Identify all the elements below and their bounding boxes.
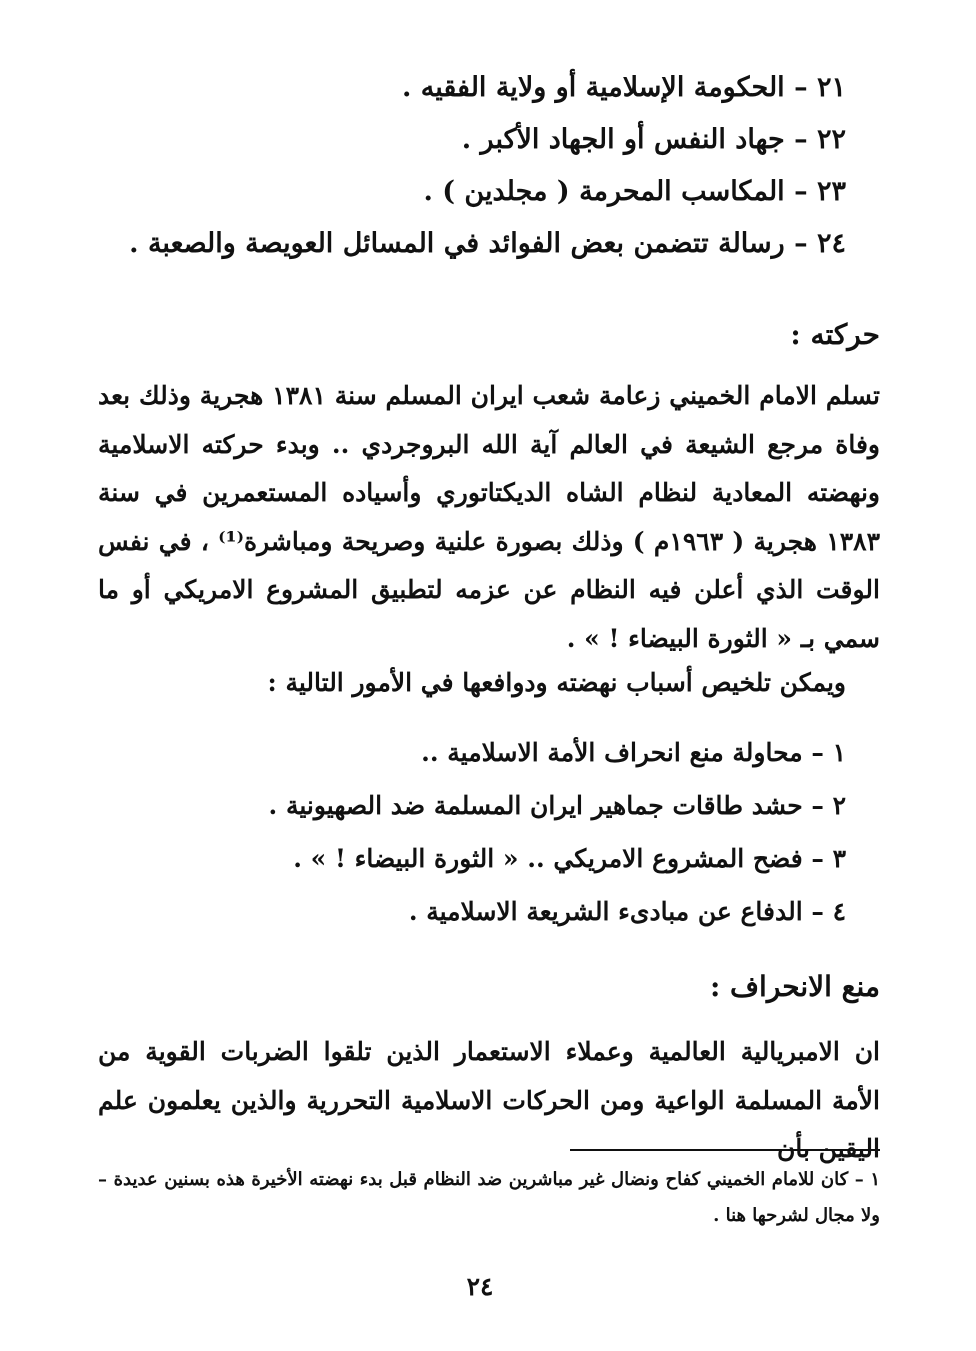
footnote: ١ – كان للامام الخميني كفاح ونضال غير مباشرين ضد النظام قبل بدء نهضته الأخيرة هذه بسنين عديدة – ولا مجال لشرحها هنا . xyxy=(98,1169,880,1226)
reasons-list xyxy=(146,726,846,938)
deviation-paragraph: ان الامبريالية العالمية وعملاء الاستعمار الذين تلقوا الضربات القوية من الأمة المسلمة الواعية ومن الحركات الاسلامية التحررية والذين يعلمون علم اليقين بأن xyxy=(98,1037,880,1163)
works-list-item: ٢١ – الحكومة الإسلامية أو ولاية الفقيه . xyxy=(401,72,846,103)
section-heading-deviation: منع الانحراف : xyxy=(709,970,880,1003)
works-list-item: ٢٣ – المكاسب المحرمة ( مجلدين ) . xyxy=(423,176,846,207)
reasons-list-item: ٢ – حشد طاقات جماهير ايران المسلمة ضد الصهيونية . xyxy=(268,791,846,820)
reasons-intro: ويمكن تلخيص أسباب نهضته ودوافعها في الأمور التالية : xyxy=(267,668,846,697)
reasons-list-item: ٤ – الدفاع عن مبادىء الشريعة الاسلامية . xyxy=(408,897,846,926)
reasons-list-item: ١ – محاولة منع انحراف الأمة الاسلامية .. xyxy=(421,738,846,767)
footnote-divider xyxy=(570,1149,880,1151)
section-heading-movement: حركته : xyxy=(790,318,880,351)
works-list-item: ٢٢ – جهاد النفس أو الجهاد الأكبر . xyxy=(461,124,846,155)
works-list-item: ٢٤ – رسالة تتضمن بعض الفوائد في المسائل العويصة والصعبة . xyxy=(129,228,846,259)
reasons-list-item: ٣ – فضح المشروع الامريكي .. « الثورة البيضاء ! » . xyxy=(293,844,846,873)
movement-paragraph: تسلم الامام الخميني زعامة شعب ايران المسلم سنة ١٣٨١ هجرية وذلك بعد وفاة مرجع الشيعة في العالم آية الله البروجردي .. وبدء حركته الاسلامية ونهضته المعادية لنظام الشاه الديكتاتوري وأسياده المستعمرين في سنة ١٣٨٣ هجرية ( ١٩٦٣م ) وذلك بصورة علنية وصريحة ومباشرة⁽¹⁾ ، في نفس الوقت الذي أعلن فيه النظام عن عزمه لتطبيق المشروع الامريكي أو ما سمي بـ « الثورة البيضاء ! » . xyxy=(98,381,880,653)
works-list xyxy=(126,62,846,270)
page-number: ٢٤ xyxy=(466,1272,494,1301)
